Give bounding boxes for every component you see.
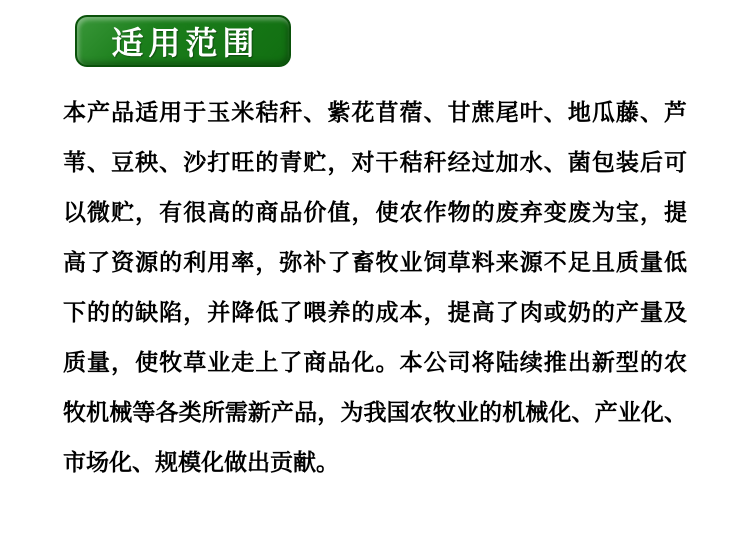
paragraph-line: 苇、豆秧、沙打旺的青贮，对干秸秆经过加水、菌包装后可 [63, 150, 687, 176]
paragraph-line: 以微贮，有很高的商品价值，使农作物的废弃变废为宝，提 [63, 200, 687, 226]
paragraph-line: 本产品适用于玉米秸秆、紫花苜蓿、甘蔗尾叶、地瓜藤、芦 [63, 100, 687, 126]
body-paragraph [63, 88, 687, 488]
section-header-badge [75, 15, 291, 67]
paragraph-line: 质量，使牧草业走上了商品化。本公司将陆续推出新型的农 [63, 350, 687, 376]
paragraph-line: 牧机械等各类所需新产品，为我国农牧业的机械化、产业化、 [63, 400, 687, 426]
paragraph-line: 市场化、规模化做出贡献。 [63, 450, 339, 476]
paragraph-line: 下的的缺陷，并降低了喂养的成本，提高了肉或奶的产量及 [63, 300, 687, 326]
paragraph-line: 高了资源的利用率，弥补了畜牧业饲草料来源不足且质量低 [63, 250, 687, 276]
section-header-label: 适用范围 [111, 24, 260, 62]
